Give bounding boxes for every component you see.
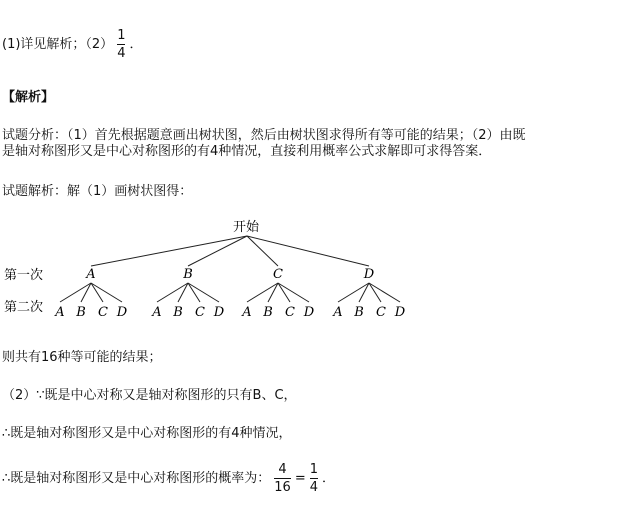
part2-line: （2）∵既是中心对称又是轴对称图形的只有B、C， [2, 388, 297, 403]
tree-node-second-BB: B [173, 305, 183, 320]
therefore-line-1: ∴既是轴对称图形又是中心对称图形的有4种情况， [2, 426, 292, 441]
tree-branch-root-to-C [247, 236, 278, 266]
tree-branch-A-to-C [91, 283, 103, 302]
therefore-tail: ． [322, 471, 336, 486]
tree-node-second-BD: D [213, 305, 225, 320]
answer-tail: ． [129, 37, 143, 52]
tree-branch-root-to-A [91, 236, 247, 266]
fraction-bar [117, 44, 125, 45]
tree-node-second-DA: A [333, 305, 343, 320]
tree-branch-C-to-C [278, 283, 290, 302]
tree-branch-C-to-D [278, 283, 309, 302]
tree-diagram [0, 212, 630, 322]
tree-node-second-DB: B [354, 305, 364, 320]
analysis-line-1: 试题分析：（1）首先根据题意画出树状图，然后由树状图求得所有等可能的结果；（2）由既 [2, 128, 526, 143]
fraction-bar [274, 478, 291, 479]
tree-root-label: 开始 [233, 220, 260, 235]
frac1-den: 16 [274, 480, 291, 495]
tree-node-second-CB: B [263, 305, 273, 320]
analysis-line-2: 是轴对称图形又是中心对称图形的有4种情况，直接利用概率公式求解即可求得答案． [2, 144, 492, 159]
tree-branch-root-to-D [247, 236, 369, 266]
tree-node-second-CA: A [242, 305, 252, 320]
answer-frac-den: 4 [117, 46, 126, 61]
tree-node-labels [54, 267, 405, 320]
tree-node-second-BC: C [195, 305, 205, 320]
answer-fraction [117, 28, 125, 61]
tree-branch-root-to-B [188, 236, 247, 266]
tree-node-second-AB: B [76, 305, 86, 320]
answer-frac-num: 1 [117, 28, 126, 43]
tree-node-second-DD: D [394, 305, 406, 320]
tree-node-second-CD: D [303, 305, 315, 320]
solution-intro: 试题解析：解（1）画树状图得： [2, 184, 193, 199]
frac2-den: 4 [309, 480, 319, 495]
tree-branch-D-to-D [369, 283, 400, 302]
tree-branch-D-to-C [369, 283, 381, 302]
answer-part1: (1)详见解析；（2） [2, 37, 114, 52]
tree-node-first-D: D [363, 267, 375, 282]
tree-branch-A-to-D [91, 283, 122, 302]
tree-node-second-AD: D [116, 305, 128, 320]
probability-fraction-2 [310, 462, 318, 495]
tree-branch-B-to-C [188, 283, 200, 302]
probability-fraction-1 [274, 462, 291, 495]
tree-node-first-B: B [183, 267, 193, 282]
tree-node-second-AC: C [98, 305, 108, 320]
equals-sign: = [294, 471, 306, 486]
section-heading: 【解析】 [2, 90, 55, 105]
result-line: 则共有16种等可能的结果； [2, 350, 162, 365]
tree-node-second-DC: C [376, 305, 386, 320]
tree-row2-label: 第二次 [4, 300, 44, 315]
frac2-num: 1 [309, 462, 319, 477]
answer-line [2, 28, 142, 61]
tree-node-second-BA: A [152, 305, 162, 320]
tree-branches [60, 236, 400, 302]
tree-row1-label: 第一次 [4, 268, 44, 283]
tree-node-first-A: A [86, 267, 96, 282]
fraction-bar [310, 478, 318, 479]
tree-node-second-CC: C [285, 305, 295, 320]
therefore-text: ∴既是轴对称图形又是中心对称图形的概率为： [2, 471, 271, 486]
frac1-num: 4 [278, 462, 287, 477]
tree-branch-B-to-D [188, 283, 219, 302]
therefore-line-2 [2, 462, 335, 495]
tree-node-first-C: C [273, 267, 283, 282]
tree-node-second-AA: A [55, 305, 65, 320]
